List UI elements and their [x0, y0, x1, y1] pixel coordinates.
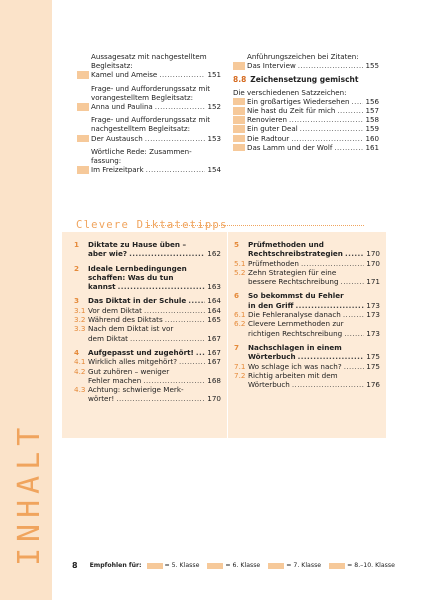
chapter-entry[interactable] — [234, 310, 380, 319]
dot-leader — [130, 334, 205, 343]
chapter-number: 3 — [74, 296, 80, 306]
exercise-heading: Wörtliche Rede: Zusammen- — [91, 146, 192, 156]
exercise-title: Ein großartiges Wiedersehen — [247, 96, 350, 106]
chapter-title-line: Achtung: schwierige Merk- — [88, 385, 184, 395]
chapter-title: Das Diktat in der Schule — [88, 296, 187, 306]
chapter-title: Wo schlage ich was nach? — [248, 361, 342, 371]
grade-swatch — [329, 563, 345, 569]
chapter-title: Fehler machen — [88, 375, 142, 385]
chapter-entry[interactable] — [234, 240, 380, 259]
page-ref: 170 — [366, 249, 380, 259]
chapter-title: Die Fehleranalyse danach — [248, 310, 341, 320]
legend-text: = 5. Klasse — [164, 562, 200, 569]
exercise-line[interactable] — [91, 102, 221, 111]
chapter-entry[interactable] — [74, 385, 221, 404]
exercise-heading: Begleitsatz: — [91, 61, 133, 71]
chapter-title-line: So bekommst du Fehler — [248, 291, 344, 301]
page-ref: 154 — [207, 165, 221, 175]
exercise-entry — [77, 147, 221, 175]
chapter-entry[interactable] — [234, 362, 380, 371]
chapter-entry[interactable] — [234, 319, 380, 338]
page-ref: 175 — [366, 361, 380, 371]
exercise-heading: vorangestelltem Begleitsatz: — [91, 92, 194, 102]
section-number: 8.8 — [233, 75, 247, 85]
exercise-line[interactable] — [91, 165, 221, 174]
grade-badge — [77, 166, 89, 174]
grade-badge — [233, 107, 245, 115]
chapter-title-line: Clevere Lernmethoden zur — [248, 319, 344, 329]
page-ref: 161 — [365, 142, 379, 152]
dot-leader — [343, 310, 364, 319]
chapter-number: 4.3 — [74, 385, 86, 395]
chapter-number: 5 — [234, 240, 240, 249]
grade-badge — [233, 116, 245, 124]
exercise-title: Nie hast du Zeit für mich — [247, 106, 336, 116]
footer — [72, 561, 403, 570]
page-ref: 175 — [366, 352, 380, 362]
grade-badge — [233, 135, 245, 143]
exercise-line[interactable] — [247, 61, 379, 70]
chapter-entry[interactable] — [74, 367, 221, 386]
chapter-title: Aufgepasst und zugehört! — [88, 347, 194, 357]
page-ref: 173 — [366, 328, 380, 338]
page-ref: 157 — [365, 106, 379, 116]
chapter-line — [248, 329, 380, 338]
exercise-entry — [233, 106, 379, 115]
chapter-entry[interactable] — [234, 291, 380, 310]
dot-leader — [159, 70, 205, 79]
page-number: 8 — [72, 561, 78, 570]
grade-badge — [77, 71, 89, 79]
chapter-line — [88, 334, 221, 343]
grade-badge — [233, 98, 245, 106]
chapter-title-line: Nachschlagen in einem — [248, 342, 342, 352]
exercise-entry — [233, 124, 379, 133]
legend-item — [147, 562, 200, 569]
chapter-line — [248, 310, 380, 319]
exercise-title: Ein guter Deal — [247, 124, 298, 134]
grade-badge — [77, 103, 89, 111]
page-ref: 152 — [207, 102, 221, 112]
chapter-entry[interactable] — [74, 240, 221, 259]
page-ref: 156 — [365, 96, 379, 106]
chapter-number: 5.1 — [234, 258, 246, 268]
chapter-number: 6 — [234, 291, 240, 301]
exercise-line[interactable] — [91, 70, 221, 79]
chapter-title: bessere Rechtschreibung — [248, 277, 339, 287]
page-ref: 151 — [207, 70, 221, 80]
sidebar-band — [0, 0, 52, 600]
subheading: Die verschiedenen Satzzeichen: — [233, 87, 347, 97]
exercise-line[interactable] — [247, 106, 379, 115]
chapter-title: in den Griff — [248, 300, 294, 310]
legend-text: = 8.–10. Klasse — [347, 562, 395, 569]
legend-item — [329, 562, 395, 569]
page-ref: 170 — [366, 258, 380, 268]
exercise-entry — [233, 143, 379, 152]
chapter-entry[interactable] — [74, 306, 221, 315]
page-ref: 164 — [207, 305, 221, 315]
legend-text: = 6. Klasse — [225, 562, 261, 569]
chapter-title: wörter! — [88, 394, 115, 404]
page-ref: 173 — [366, 310, 380, 320]
dot-leader — [118, 282, 206, 291]
page-ref: 168 — [207, 375, 221, 385]
exercise-entry — [77, 84, 221, 112]
chapter-entry[interactable] — [234, 371, 380, 390]
chapter-number: 1 — [74, 240, 80, 249]
dot-leader — [344, 362, 365, 371]
legend-item — [207, 562, 260, 569]
legend-label: Empfohlen für: — [89, 562, 142, 569]
dot-leader — [337, 106, 363, 115]
chapter-number: 2 — [74, 263, 80, 273]
chapter-line — [248, 277, 380, 286]
exercise-title: Das Lamm und der Wolf — [247, 142, 333, 152]
chapter-title-line: Ideale Lernbedingungen — [88, 263, 187, 273]
exercise-entry — [233, 97, 379, 106]
dot-leader — [292, 380, 364, 389]
chapter-list-right — [234, 240, 380, 389]
chapter-entry[interactable] — [234, 268, 380, 287]
dot-leader — [289, 115, 363, 124]
chapter-title-line: Prüfmethoden und — [248, 240, 324, 249]
legend — [147, 562, 403, 569]
chapter-title: Rechtschreibstrategien — [248, 249, 343, 259]
exercise-title: Die Radtour — [247, 133, 290, 143]
dot-leader — [188, 296, 205, 305]
chapter-title: Wörterbuch — [248, 352, 296, 362]
chapter-number: 6.2 — [234, 319, 246, 329]
grade-swatch — [147, 563, 163, 569]
chapter-number: 3.3 — [74, 324, 86, 334]
page-ref: 158 — [365, 115, 379, 125]
chapter-title: aber wie? — [88, 249, 128, 259]
toc-top-right — [233, 52, 379, 152]
chapter-number: 3.2 — [74, 315, 86, 325]
exercise-title: Anna und Paulina — [91, 102, 153, 112]
legend-text: = 7. Klasse — [286, 562, 322, 569]
page-ref: 162 — [207, 249, 221, 259]
section-heading — [233, 75, 379, 84]
chapter-number: 7.2 — [234, 370, 246, 380]
dot-leader — [298, 352, 365, 361]
chapter-number: 6.1 — [234, 310, 246, 320]
dot-leader — [298, 61, 364, 70]
exercise-heading: Frage- und Aufforderungssatz mit — [91, 115, 211, 125]
page-ref: 153 — [207, 133, 221, 143]
page-ref: 159 — [365, 124, 379, 134]
chapter-title-line: Gut zuhören – weniger — [88, 366, 170, 376]
chapter-number: 4.1 — [74, 357, 86, 367]
dot-leader — [341, 277, 365, 286]
chapter-line — [248, 362, 380, 371]
exercise-line[interactable] — [247, 134, 379, 143]
chapter-entry[interactable] — [234, 343, 380, 362]
page-ref: 173 — [366, 300, 380, 310]
chapter-line — [88, 315, 221, 324]
chapter-line — [88, 394, 221, 403]
dot-leader — [300, 124, 364, 133]
exercise-line[interactable] — [91, 134, 221, 143]
exercise-entry — [233, 115, 379, 124]
chapter-title-line: Diktate zu Hause üben – — [88, 240, 187, 249]
grade-badge — [77, 135, 89, 143]
sidebar-title: INHALT — [12, 421, 47, 566]
page-ref: 167 — [207, 333, 221, 343]
page-ref: 160 — [365, 133, 379, 143]
chapter-line — [88, 249, 221, 258]
chapter-line — [248, 380, 380, 389]
chapter-line — [248, 249, 380, 258]
chapter-entry[interactable] — [74, 348, 221, 357]
exercise-title: Renovieren — [247, 115, 287, 125]
chapter-title: Wörterbuch — [248, 380, 290, 390]
exercise-title: Kamel und Ameise — [91, 70, 158, 80]
exercise-line[interactable] — [247, 143, 379, 152]
dot-leader — [116, 394, 205, 403]
chapter-entry[interactable] — [74, 296, 221, 305]
dot-leader — [179, 357, 205, 366]
dot-leader — [345, 249, 364, 258]
page-ref: 176 — [366, 380, 380, 390]
exercise-line[interactable] — [247, 124, 379, 133]
chapter-title: kannst — [88, 282, 116, 292]
exercise-line[interactable] — [247, 115, 379, 124]
chapter-line — [88, 296, 221, 305]
chapter-title-line: Zehn Strategien für eine — [248, 267, 337, 277]
dot-leader — [129, 249, 205, 258]
page-ref: 165 — [207, 315, 221, 325]
chapter-list-left — [74, 240, 221, 404]
dot-leader — [196, 348, 205, 357]
dot-leader — [301, 259, 364, 268]
toc-top-left — [77, 52, 221, 178]
chapter-title: dem Diktat — [88, 333, 129, 343]
grade-swatch — [207, 563, 223, 569]
exercise-entry — [233, 52, 379, 70]
legend-item — [268, 562, 321, 569]
exercise-entry — [77, 52, 221, 80]
grade-badge — [233, 144, 245, 152]
chapter-line — [248, 301, 380, 310]
exercise-title: Der Austausch — [91, 133, 143, 143]
page-ref: 167 — [207, 347, 221, 357]
page-ref: 163 — [207, 282, 221, 292]
chapter-title: Wirklich alles mitgehört? — [88, 357, 178, 367]
dot-leader — [145, 134, 206, 143]
chapter-title-line: schaffen: Was du tun — [88, 272, 174, 282]
chapter-number: 5.2 — [234, 267, 246, 277]
chapter-line — [248, 352, 380, 361]
exercise-heading: fassung: — [91, 156, 122, 166]
chapter-line — [88, 357, 221, 366]
chapter-entry[interactable] — [74, 357, 221, 366]
chapter-line — [248, 259, 380, 268]
chapter-line — [88, 306, 221, 315]
chapter-title-line: Richtig arbeiten mit dem — [248, 370, 338, 380]
dot-leader — [144, 306, 205, 315]
page-ref: 155 — [365, 61, 379, 71]
grade-badge — [233, 62, 245, 70]
exercise-title: Das Interview — [247, 61, 296, 71]
dot-leader — [334, 143, 363, 152]
section-divider — [148, 225, 364, 226]
page-ref: 170 — [207, 394, 221, 404]
page-ref: 171 — [366, 277, 380, 287]
dot-leader — [143, 376, 205, 385]
section-title: Clevere Diktatetipps — [76, 219, 228, 231]
chapter-title: Während des Diktats — [88, 315, 163, 325]
chapter-number: 3.1 — [74, 305, 86, 315]
chapter-number: 7.1 — [234, 361, 246, 371]
page-ref: 164 — [207, 296, 221, 306]
exercise-heading: nachgestelltem Begleitsatz: — [91, 124, 190, 134]
dot-leader — [352, 97, 364, 106]
section-title: Zeichensetzung gemischt — [250, 75, 359, 85]
page-ref: 167 — [207, 357, 221, 367]
chapter-line — [88, 348, 221, 357]
chapter-title: richtigen Rechtschreibung — [248, 328, 343, 338]
dot-leader — [155, 102, 206, 111]
grade-swatch — [268, 563, 284, 569]
chapter-line — [88, 376, 221, 385]
exercise-heading: Aussagesatz mit nachgestelltem — [91, 52, 207, 61]
dot-leader — [295, 301, 364, 310]
exercise-title: Im Freizeitpark — [91, 165, 144, 175]
exercise-entry — [77, 115, 221, 143]
exercise-entry — [233, 134, 379, 143]
chapter-title: Prüfmethoden — [248, 258, 299, 268]
grade-badge — [233, 125, 245, 133]
dot-leader — [291, 134, 363, 143]
chapter-entry[interactable] — [74, 324, 221, 343]
dot-leader — [344, 329, 364, 338]
chapter-title-line: Nach dem Diktat ist vor — [88, 324, 174, 334]
chapter-number: 7 — [234, 342, 240, 352]
exercise-heading: Frage- und Aufforderungssatz mit — [91, 83, 211, 93]
chapter-title: Vor dem Diktat — [88, 305, 143, 315]
chapter-entry[interactable] — [234, 259, 380, 268]
chapter-entry[interactable] — [74, 315, 221, 324]
chapter-number: 4 — [74, 347, 80, 357]
exercise-heading: Anführungszeichen bei Zitaten: — [247, 52, 359, 61]
chapter-entry[interactable] — [74, 264, 221, 292]
chapter-number: 4.2 — [74, 366, 86, 376]
exercise-line[interactable] — [247, 97, 379, 106]
dot-leader — [165, 315, 206, 324]
chapter-line — [88, 282, 221, 291]
dot-leader — [146, 165, 206, 174]
